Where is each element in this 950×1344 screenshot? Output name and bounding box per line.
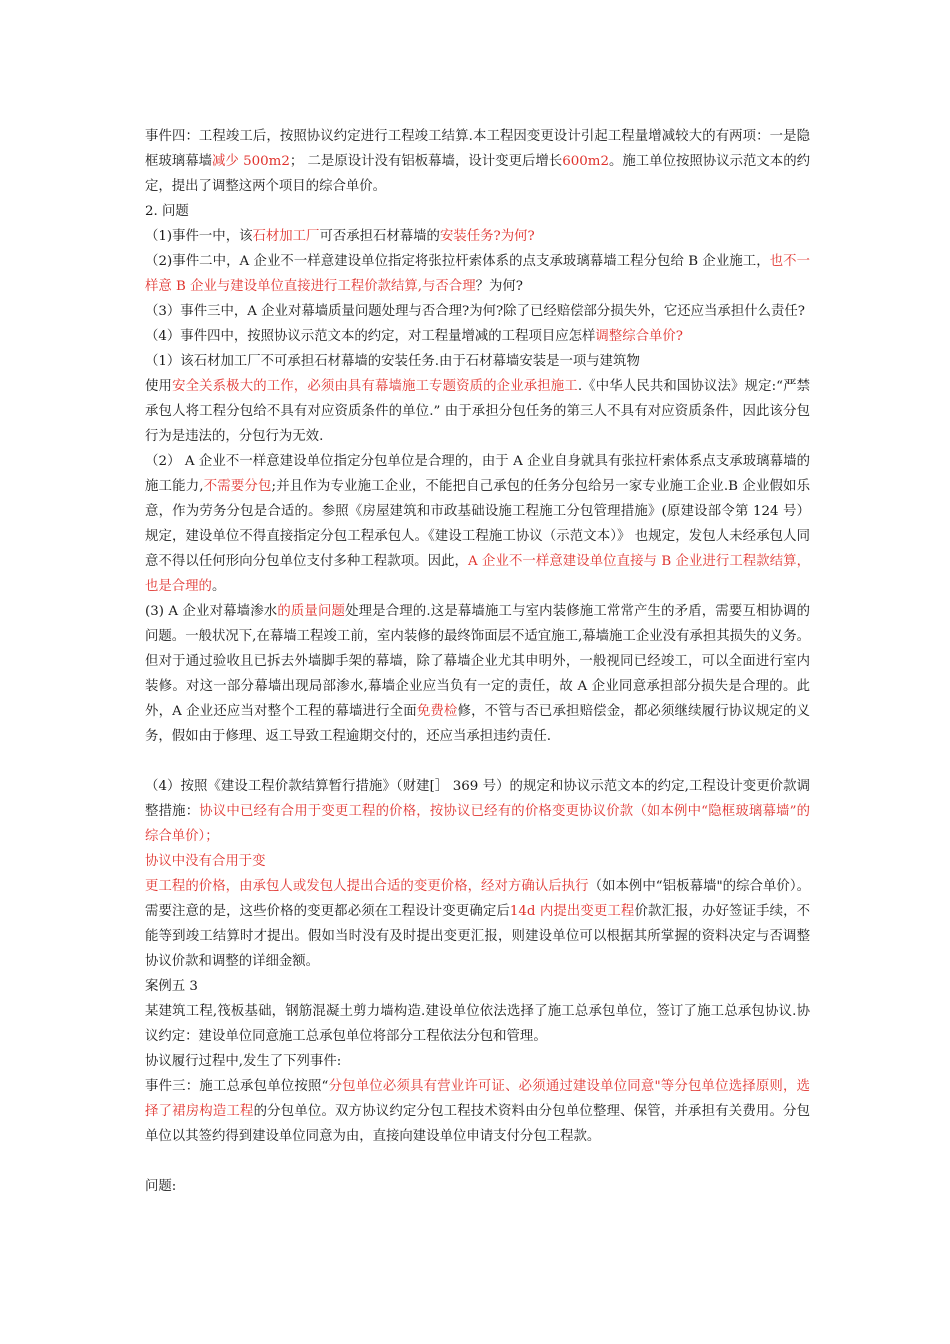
text-run: 价款汇报，办好签证手续，不能等到竣工结算时才提出。假如当时没有及时提出变更汇报，则建设单位可以根据其所掌握的资料决定与否调整协议价款和调整的详细金额。 — [145, 904, 811, 969]
highlighted-text: 免费检 — [416, 704, 458, 719]
highlighted-text: 也不一样意 B 企业与建设单位直接进行工程价款结算,与否合理 — [145, 254, 810, 294]
paragraph — [145, 1174, 810, 1199]
text-run: （如本例中“铝板幕墙"的综合单价）。需要注意的是，这些价格的变更都必须在工程设计变更确定后 — [145, 879, 810, 919]
paragraph — [145, 1049, 810, 1074]
highlighted-text: 减少 500m2 — [212, 154, 290, 169]
paragraph — [145, 249, 810, 299]
text-run: （2） A 企业不一样意建设单位指定分包单位是合理的，由于 A 企业自身就具有张拉杆索体系点支承玻璃幕墙的施工能力, — [145, 454, 810, 494]
highlighted-text: 协议中没有合用于变 — [145, 854, 266, 869]
paragraph — [145, 599, 810, 749]
paragraph — [145, 299, 810, 324]
highlighted-text: 石材加工厂 — [252, 229, 320, 244]
paragraph — [145, 774, 810, 849]
text-run: ;并且作为专业施工企业，不能把自己承包的任务分包给另一家专业施工企业.B 企业假如乐意，作为劳务分包是合适的。参照《房屋建筑和市政基础设施工程施工分包管理措施》(原建设部令第 124 号）规定，建设单位不得直接指定分包工程承包人。《建设工程施工协议（示范文本）》 也规定，发包人未经承包人同意不得以任何形向分包单位支付多种工程款项。因此， — [145, 479, 810, 569]
paragraph — [145, 874, 810, 974]
paragraph — [145, 374, 810, 449]
text-run: 的分包单位。双方协议约定分包工程技术资料由分包单位整理、保管，并承担有关费用。分包单位以其签约得到建设单位同意为由，直接向建设单位申请支付分包工程款。 — [145, 1104, 811, 1144]
highlighted-text: 600m2 — [562, 154, 609, 169]
highlighted-text: A 企业不一样意建设单位直接与 B 企业进行工程款结算，也是合理的 — [145, 554, 811, 594]
text-run: （1)事件一中，该 — [145, 229, 253, 244]
text-run: （3）事件三中，A 企业对幕墙质量问题处理与否合理?为何?除了已经赔偿部分损失外，它还应当承担什么责任? — [145, 304, 805, 319]
text-run: 2. 问题 — [145, 204, 189, 219]
highlighted-text: 的质量问题 — [277, 604, 346, 619]
highlighted-text: 安全关系极大的工作，必须由具有幕墙施工专题资质的企业承担施工 — [172, 379, 578, 394]
text-run: (3) A 企业对幕墙渗水 — [145, 604, 278, 619]
text-run: （4）事件四中，按照协议示范文本的约定，对工程量增减的工程项目应怎样 — [145, 329, 596, 344]
paragraph — [145, 349, 810, 374]
paragraph — [145, 324, 810, 349]
text-run: 。 — [211, 579, 226, 594]
document-page — [145, 124, 810, 1199]
paragraph — [145, 124, 810, 199]
paragraph — [145, 974, 810, 999]
paragraph — [145, 199, 810, 224]
text-run: 某建筑工程,筏板基础，钢筋混凝土剪力墙构造.建设单位依法选择了施工总承包单位，签订了施工总承包协议.协议约定：建设单位同意施工总承包单位将部分工程依法分包和管理。 — [145, 1004, 810, 1044]
text-run: 事件三：施工总承包单位按照“ — [145, 1079, 329, 1094]
text-run: 案例五 3 — [145, 979, 198, 994]
text-run: 处理是合理的.这是幕墙施工与室内装修施工常常产生的矛盾，需要互相协调的问题。一般状况下,在幕墙工程竣工前，室内装修的最终饰面层不适宜施工,幕墙施工企业没有承担其损失的义务。但对于通过验收且已拆去外墙脚手架的幕墙，除了幕墙企业尤其申明外，一般视同已经竣工，可以全面进行室内装修。对这一部分幕墙出现局部渗水,幕墙企业应当负有一定的责任，故 A 企业同意承担部分损失是合理的。此外，A 企业还应当对整个工程的幕墙进行全面 — [145, 604, 810, 719]
text-run: （4）按照《建设工程价款结算暂行措施》（财建[］ 369 号）的规定和协议示范文本的约定,工程设计变更价款调整措施： — [145, 779, 810, 819]
highlighted-text: 调整综合单价? — [595, 329, 683, 344]
highlighted-text: 不需要分包 — [203, 479, 272, 494]
blank-line — [145, 1149, 810, 1174]
paragraph — [145, 449, 810, 599]
text-run: 协议履行过程中,发生了下列事件: — [145, 1054, 342, 1069]
highlighted-text: 协议中已经有合用于变更工程的价格，按协议已经有的价格变更协议价款（如本例中“隐框玻璃幕墙”的综合单价）； — [145, 804, 810, 844]
highlighted-text: 14d 内提出变更工程 — [509, 904, 635, 919]
text-run: 修，不管与否已承担赔偿金，都必须继续履行协议规定的义务，假如由于修理、返工导致工程逾期交付的，还应当承担违约责任. — [145, 704, 810, 744]
text-run: 使用 — [145, 379, 173, 394]
highlighted-text: 更工程的价格，由承包人或发包人提出合适的变更价格，经对方确认后执行 — [145, 879, 589, 894]
text-run: 问题: — [145, 1179, 177, 1194]
text-run: ？为何? — [475, 279, 523, 294]
highlighted-text: 分包单位必须具有营业许可证、必须通过建设单位同意"等分包单位选择原则，选择了裙房构造工程 — [145, 1079, 810, 1119]
text-run: 可否承担石材幕墙的 — [319, 229, 440, 244]
text-run: .《中华人民共和国协议法》规定:“严禁承包人将工程分包给不具有对应资质条件的单位.” 由于承担分包任务的第三人不具有对应资质条件，因此该分包行为是违法的，分包行为无效. — [145, 379, 811, 444]
blank-line — [145, 749, 810, 774]
paragraph — [145, 849, 810, 874]
text-run: 事件四：工程竣工后，按照协议约定进行工程竣工结算.本工程因变更设计引起工程量增减较大的有两项：一是隐框玻璃幕墙 — [145, 129, 810, 169]
text-run: 。施工单位按照协议示范文本的约定，提出了调整这两个项目的综合单价。 — [145, 154, 811, 194]
paragraph — [145, 224, 810, 249]
text-run: ； 二是原设计没有铝板幕墙，设计变更后增长 — [289, 154, 563, 169]
text-run: （1）该石材加工厂不可承担石材幕墙的安装任务.由于石材幕墙安装是一项与建筑物 — [145, 354, 640, 369]
text-run: （2)事件二中，A 企业不一样意建设单位指定将张拉杆索体系的点支承玻璃幕墙工程分包给 B 企业施工， — [145, 254, 770, 269]
paragraph — [145, 1074, 810, 1149]
paragraph — [145, 999, 810, 1049]
highlighted-text: 安装任务?为何? — [439, 229, 535, 244]
